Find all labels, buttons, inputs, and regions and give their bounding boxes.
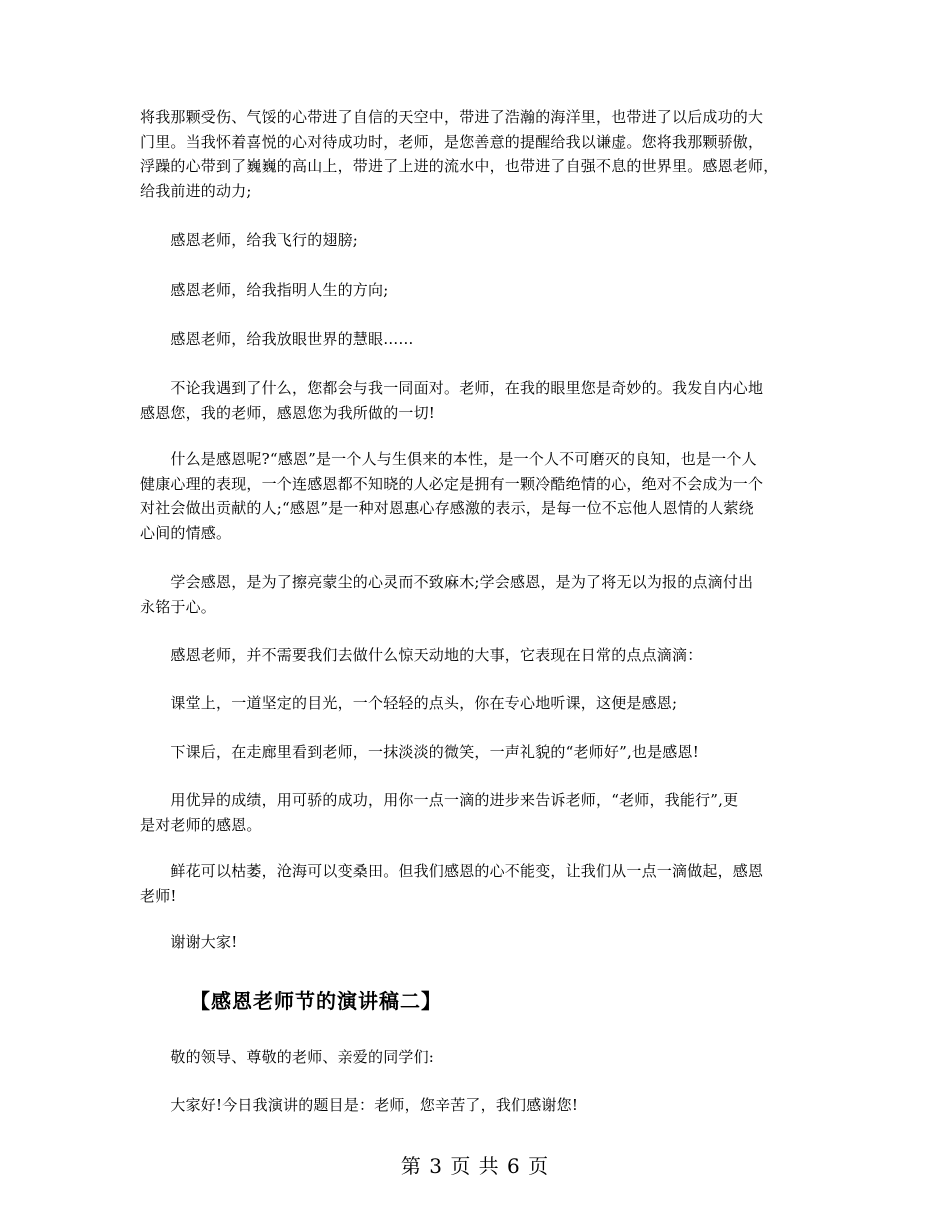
paragraph-11 [140, 788, 820, 837]
text-line: 心间的情感。 [140, 523, 232, 542]
paragraph-15 [140, 1093, 820, 1118]
paragraph-12 [140, 859, 820, 908]
paragraph-4 [140, 327, 820, 352]
paragraph-6 [140, 447, 820, 545]
paragraph-7 [140, 570, 820, 619]
paragraph-3 [140, 278, 820, 303]
paragraph-10 [140, 740, 820, 765]
text-line: 敬的领导、尊敬的老师、亲爱的同学们: [140, 1048, 435, 1066]
text-line: 不论我遇到了什么，您都会与我一同面对。老师，在我的眼里您是奇妙的。我发自内心地 [140, 379, 764, 397]
text-line: 感恩老师，给我飞行的翅膀; [140, 231, 359, 249]
paragraph-2 [140, 228, 820, 253]
paragraph-14 [140, 1045, 820, 1070]
text-line: 是对老师的感恩。 [140, 815, 262, 834]
text-line: 对社会做出贡献的人;“感恩”是一种对恩惠心存感激的表示，是每一位不忘他人恩情的人萦绕 [140, 499, 754, 517]
text-line: 鲜花可以枯萎，沧海可以变桑田。但我们感恩的心不能变，让我们从一点一滴做起，感恩 [140, 862, 764, 880]
text-line: 老师! [140, 886, 177, 905]
page-footer: 第 3 页 共 6 页 [400, 1154, 550, 1178]
paragraph-8 [140, 643, 820, 668]
text-line: 给我前进的动力; [140, 181, 252, 200]
text-line: 谢谢大家! [140, 933, 238, 951]
text-line: 感恩老师，给我指明人生的方向; [140, 281, 389, 299]
text-line: 感恩老师，给我放眼世界的慧眼…… [140, 330, 414, 348]
text-line: 健康心理的表现，一个连感恩都不知晓的人必定是拥有一颗冷酷绝情的心，绝对不会成为一个 [140, 474, 764, 493]
text-line: 学会感恩，是为了擦亮蒙尘的心灵而不致麻木;学会感恩，是为了将无以为报的点滴付出 [140, 573, 754, 591]
paragraph-5 [140, 376, 820, 425]
text-line: 门里。当我怀着喜悦的心对待成功时，老师，是您善意的提醒给我以谦虚。您将我那颗骄傲， [140, 132, 764, 151]
paragraph-1 [140, 105, 820, 203]
text-line: 将我那颗受伤、气馁的心带进了自信的天空中，带进了浩瀚的海洋里，也带进了以后成功的大 [140, 108, 764, 126]
text-line: 永铭于心。 [140, 597, 217, 616]
paragraph-13 [140, 930, 820, 955]
text-line: 大家好!今日我演讲的题目是：老师，您辛苦了，我们感谢您! [140, 1096, 579, 1114]
text-line: 感恩老师，并不需要我们去做什么惊天动地的大事，它表现在日常的点点滴滴： [140, 646, 703, 664]
text-line: 感恩您，我的老师，感恩您为我所做的一切! [140, 403, 436, 422]
text-line: 用优异的成绩，用可骄的成功，用你一点一滴的进步来告诉老师，“老师，我能行”,更 [140, 791, 739, 809]
text-line: 课堂上，一道坚定的目光，一个轻轻的点头，你在专心地听课，这便是感恩; [140, 694, 678, 712]
text-line: 下课后，在走廊里看到老师，一抹淡淡的微笑，一声礼貌的“老师好”,也是感恩! [140, 743, 699, 761]
text-line: 浮躁的心带到了巍巍的高山上，带进了上进的流水中，也带进了自强不息的世界里。感恩老师， [140, 157, 779, 175]
text-line: 什么是感恩呢?“感恩”是一个人与生俱来的本性，是一个人不可磨灭的良知，也是一个人 [140, 450, 757, 468]
paragraph-9 [140, 691, 820, 716]
section-heading: 【感恩老师节的演讲稿二】 [190, 989, 442, 1013]
